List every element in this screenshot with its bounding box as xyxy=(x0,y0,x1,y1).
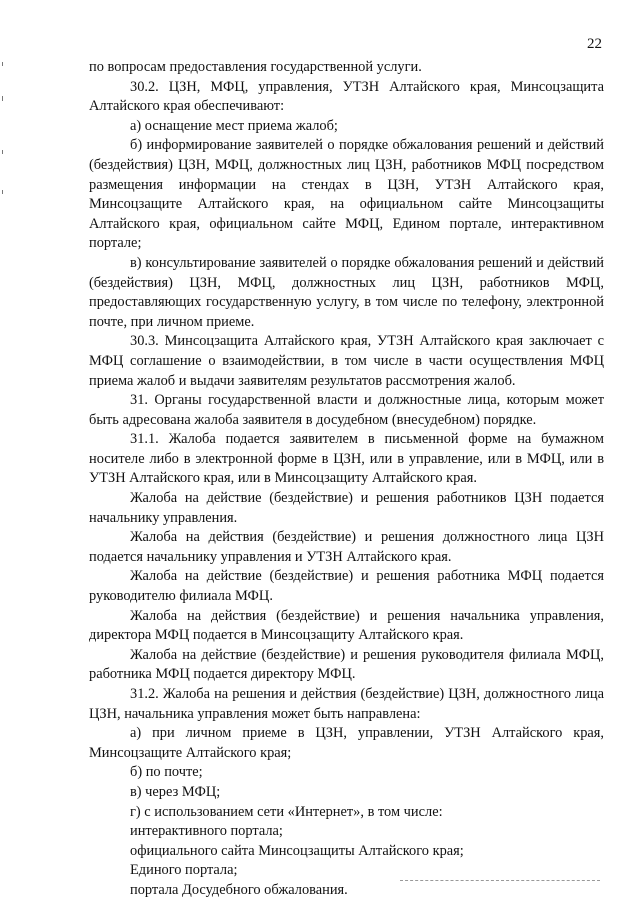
paragraph: по вопросам предоставления государственной услуги. xyxy=(89,59,422,75)
paragraph: официального сайта Минсоцзащиты Алтайского края; xyxy=(130,842,464,859)
paragraph: Жалоба на действие (бездействие) и решения работников ЦЗН подается начальнику управления. xyxy=(89,490,604,526)
scan-artifact xyxy=(2,150,3,154)
paragraph: 30.3. Минсоцзащита Алтайского края, УТЗН Алтайского края заключает с МФЦ соглашение о взаимодействии, в том числе в части осуществления МФЦ приема жалоб и выдачи заявителям результатов рассмотрения жалоб. xyxy=(89,333,604,389)
paragraph: Жалоба на действия (бездействие) и решения начальника управления, директора МФЦ подается в Минсоцзащиту Алтайского края. xyxy=(89,607,604,644)
document-body xyxy=(89,58,604,901)
paragraph: Единого портала; xyxy=(130,862,238,879)
paragraph: 30.2. ЦЗН, МФЦ, управления, УТЗН Алтайского края, Минсоцзащита Алтайского края обеспечивают: xyxy=(89,78,604,115)
footer-rule xyxy=(400,880,600,881)
paragraph: Жалоба на действие (бездействие) и решения работника МФЦ подается руководителю филиала МФЦ. xyxy=(89,568,604,605)
paragraph: Жалоба на действия (бездействие) и решения должностного лица ЦЗН подается начальнику управления и УТЗН Алтайского края. xyxy=(89,529,604,565)
paragraph: 31.1. Жалоба подается заявителем в письменной форме на бумажном носителе либо в электронной форме в ЦЗН, или в управление, или в МФЦ, или в УТЗН Алтайского края, или в Минсоцзащиту Алтайского края. xyxy=(89,431,604,487)
paragraph: 31.2. Жалоба на решения и действия (бездействие) ЦЗН, должностного лица ЦЗН, начальника управления может быть направлена: xyxy=(89,686,604,722)
paragraph: в) через МФЦ; xyxy=(130,783,221,800)
paragraph: б) информирование заявителей о порядке обжалования решений и действий (бездействия) ЦЗН, МФЦ, должностных лиц ЦЗН, работников МФЦ посредством размещения информации на стендах в ЦЗН, УТЗН Алтайского края, Минсоцзащите Алтайского края, на официальном сайте Минсоцзащиты Алтайского края, официальном сайте МФЦ, Едином портале, интерактивном портале; xyxy=(89,137,604,252)
paragraph: б) по почте; xyxy=(130,764,203,781)
scan-artifact xyxy=(2,62,3,66)
paragraph: 31. Органы государственной власти и должностные лица, которым может быть адресована жалоба заявителя в досудебном (внесудебном) порядке. xyxy=(89,392,604,428)
page-number: 22 xyxy=(587,36,602,52)
paragraph: а) оснащение мест приема жалоб; xyxy=(130,117,338,134)
paragraph: интерактивного портала; xyxy=(130,823,283,840)
paragraph: портала Досудебного обжалования. xyxy=(130,881,348,898)
paragraph: в) консультирование заявителей о порядке обжалования решений и действий (бездействия) ЦЗН, МФЦ, должностных лиц ЦЗН, работников МФЦ, предоставляющих государственную услугу, в том числе по телефону, электронной почте, при личном приеме. xyxy=(89,254,604,330)
paragraph: а) при личном приеме в ЦЗН, управлении, УТЗН Алтайского края, Минсоцзащите Алтайского края; xyxy=(89,725,604,761)
scan-artifact xyxy=(2,190,3,194)
scan-artifact xyxy=(2,96,3,101)
paragraph: г) с использованием сети «Интернет», в том числе: xyxy=(130,803,443,820)
paragraph: Жалоба на действие (бездействие) и решения руководителя филиала МФЦ, работника МФЦ подается директору МФЦ. xyxy=(89,646,604,683)
